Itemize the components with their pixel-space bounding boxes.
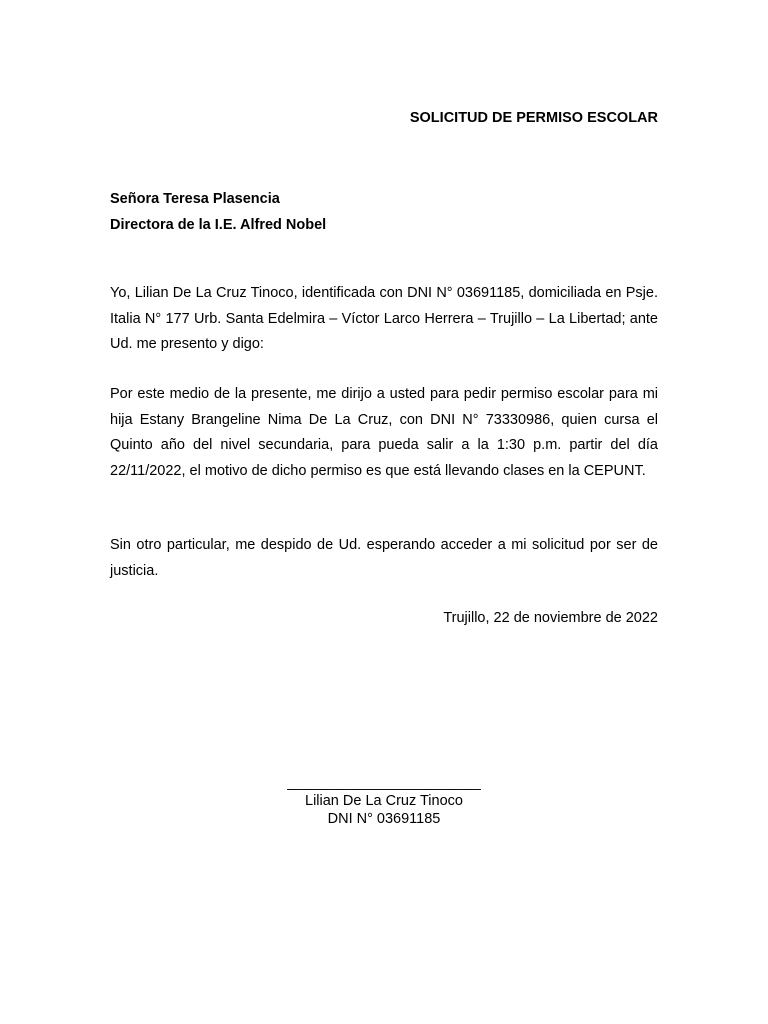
- signature-line: ________________________: [287, 775, 481, 791]
- addressee-name: Señora Teresa Plasencia: [110, 191, 280, 207]
- signature-dni: DNI N° 03691185: [327, 811, 441, 827]
- paragraph-closing: Sin otro particular, me despido de Ud. esperando acceder a mi solicitud por ser de justicia.: [110, 537, 658, 579]
- date-line: Trujillo, 22 de noviembre de 2022: [443, 610, 658, 626]
- document-title: SOLICITUD DE PERMISO ESCOLAR: [409, 110, 658, 126]
- signature-name: Lilian De La Cruz Tinoco: [305, 793, 463, 809]
- addressee-block: [110, 186, 326, 238]
- signature-block: [0, 774, 768, 828]
- paragraph-request: Por este medio de la presente, me dirijo a usted para pedir permiso escolar para mi hija Estany Brangeline Nima De La Cruz, con DNI N° 73330986, quien cursa el Quinto año del nivel secundaria, para pueda salir a la 1:30 p.m. partir del día 22/11/2022, el motivo de dicho permiso es que está llevando clases en la CEPUNT.: [110, 386, 658, 479]
- addressee-position: Directora de la I.E. Alfred Nobel: [110, 217, 327, 233]
- paragraph-introduction: Yo, Lilian De La Cruz Tinoco, identificada con DNI N° 03691185, domiciliada en Psje. Italia N° 177 Urb. Santa Edelmira – Víctor Larco Herrera – Trujillo – La Libertad; ante Ud. me presento y digo:: [110, 285, 658, 352]
